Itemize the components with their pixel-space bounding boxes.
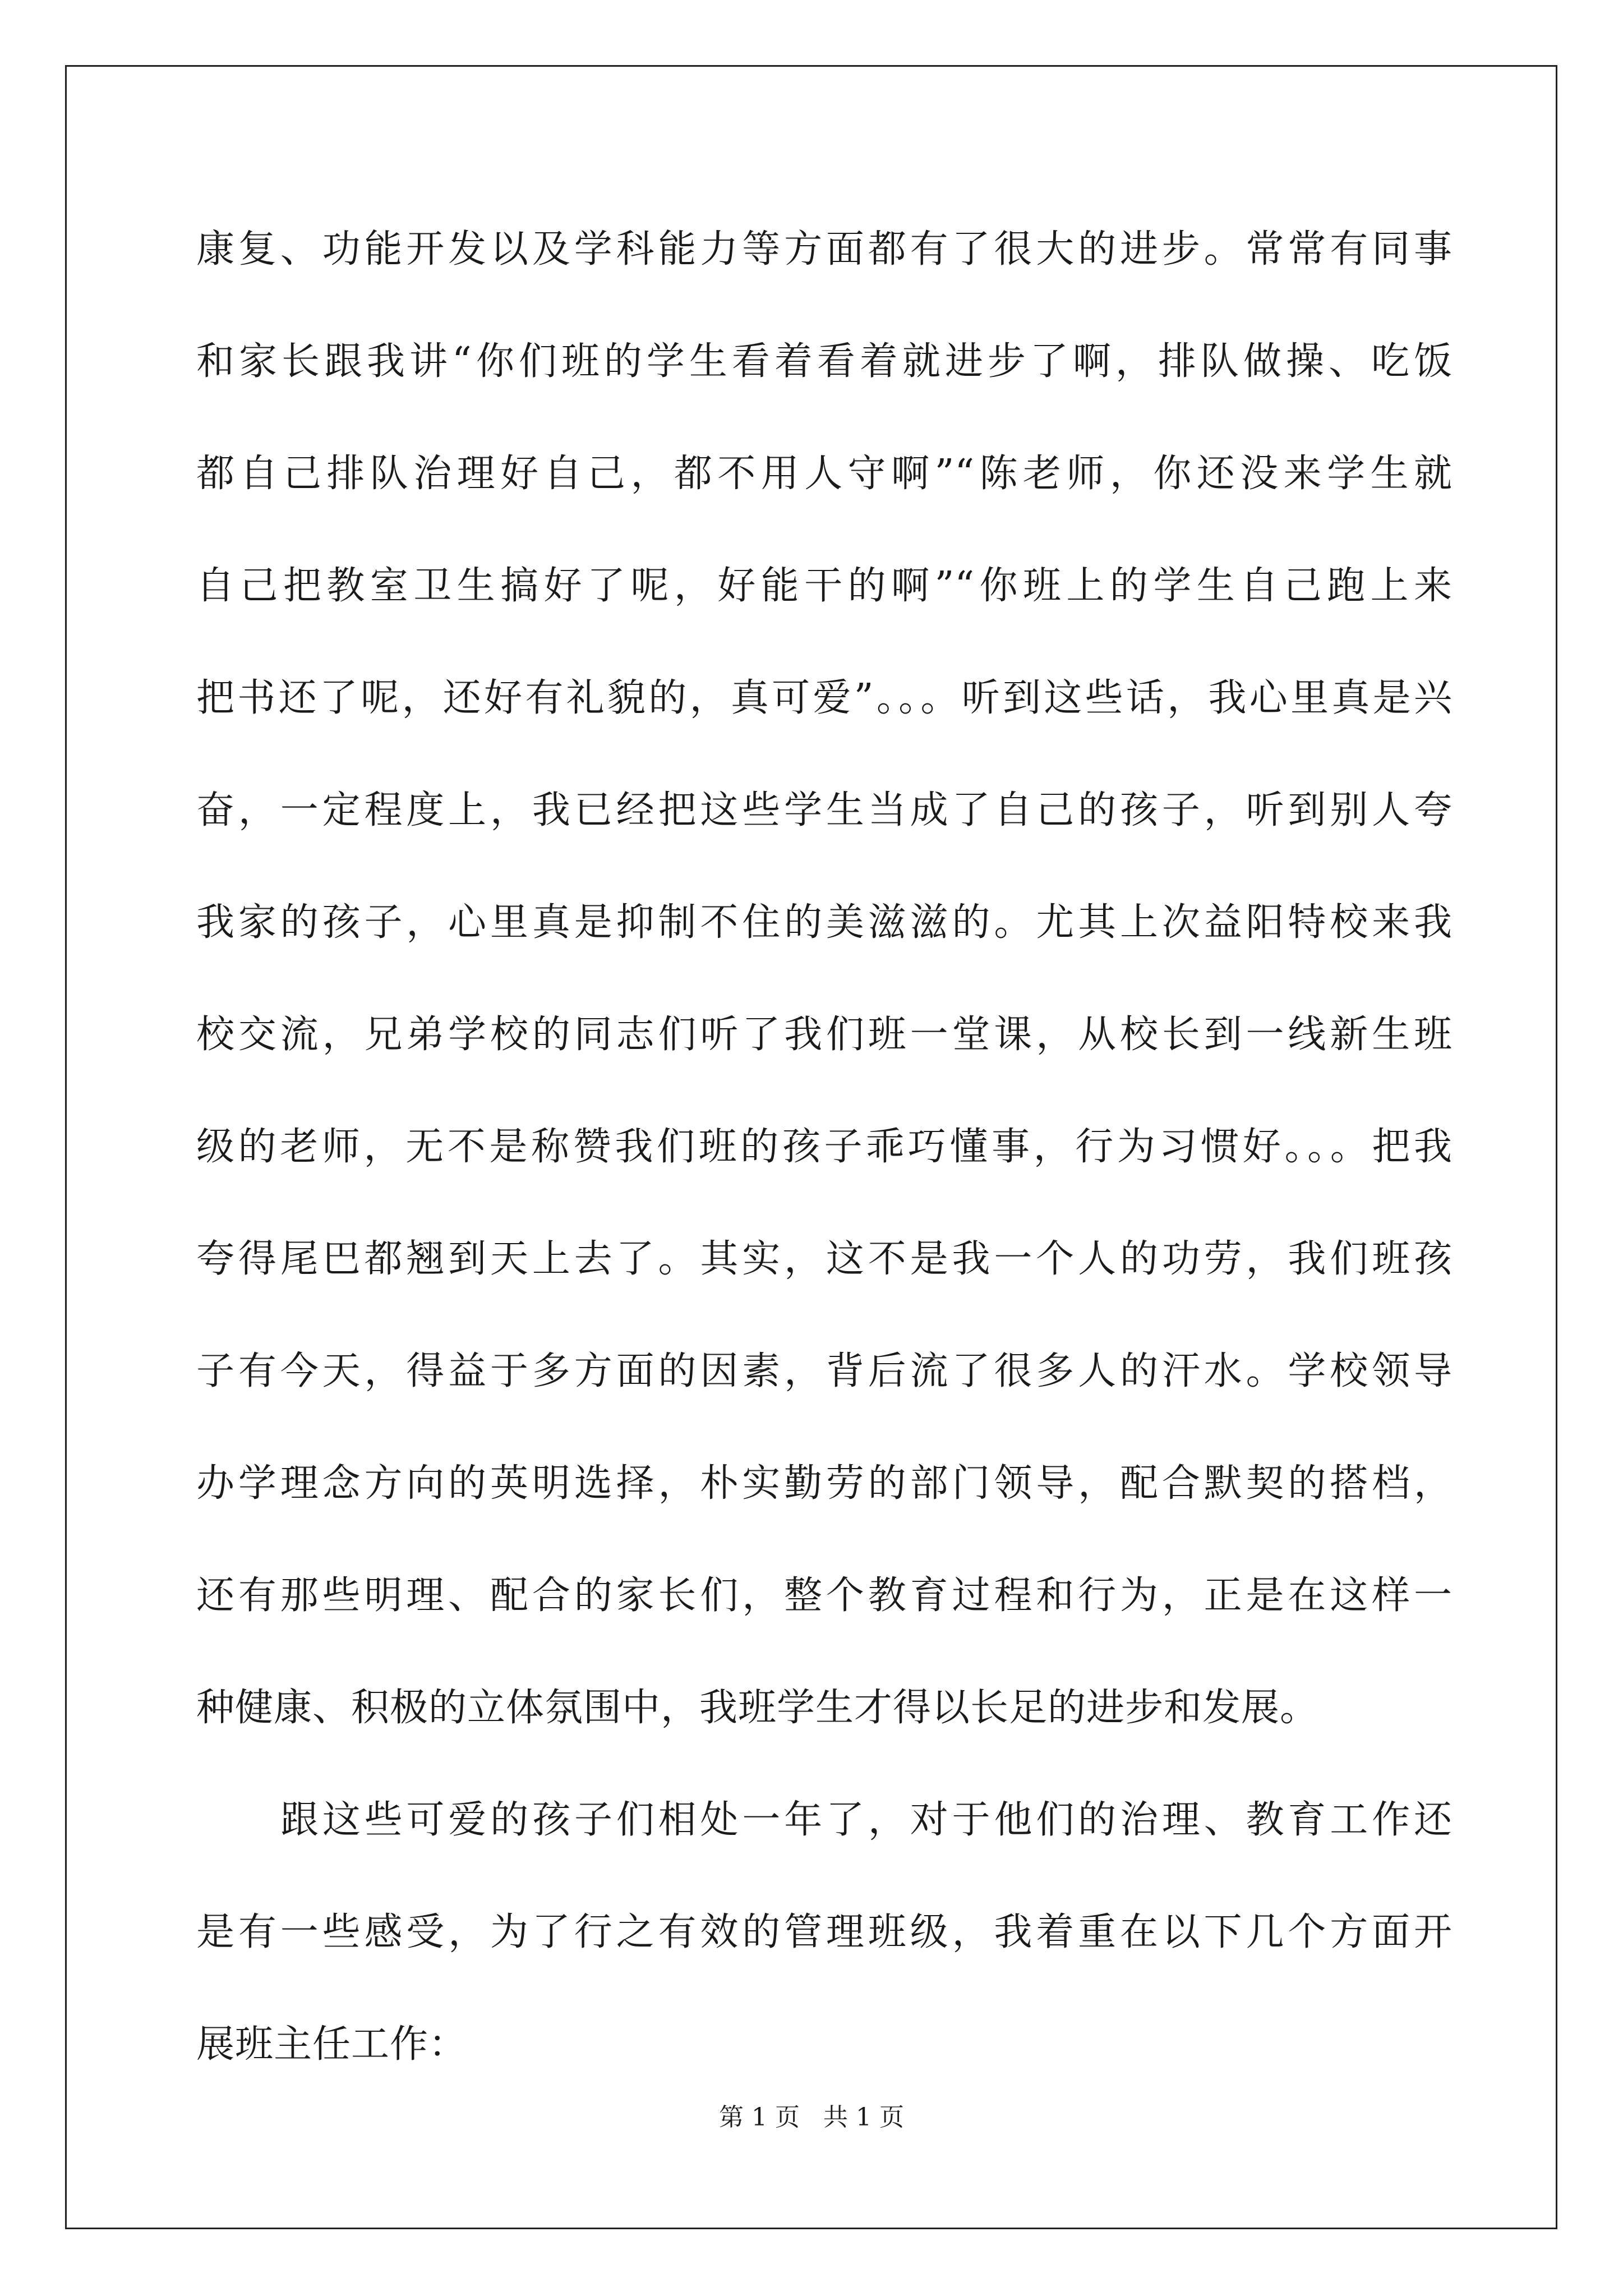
text-line: 奋，一定程度上，我已经把这些学生当成了自己的孩子，听到别人夸 — [196, 788, 1453, 832]
text-line: 和家长跟我讲“你们班的学生看着看着就进步了啊，排队做操、吃饭 — [196, 339, 1453, 384]
text-line: 康复、功能开发以及学科能力等方面都有了很大的进步。常常有同事 — [196, 227, 1453, 272]
text-line: 级的老师，无不是称赞我们班的孩子乖巧懂事，行为习惯好。。。把我 — [196, 1125, 1453, 1169]
document-body — [196, 194, 1453, 2101]
text-line: 种健康、积极的立体氛围中，我班学生才得以长足的进步和发展。 — [196, 1686, 1319, 1730]
paragraph-start-line: 跟这些可爱的孩子们相处一年了，对于他们的治理、教育工作还 — [280, 1798, 1453, 1842]
text-line: 子有今天，得益于多方面的因素，背后流了很多人的汗水。学校领导 — [196, 1349, 1453, 1393]
text-line: 是有一些感受，为了行之有效的管理班级，我着重在以下几个方面开 — [196, 1910, 1453, 1954]
text-line: 我家的孩子，心里真是抑制不住的美滋滋的。尤其上次益阳特校来我 — [196, 900, 1453, 945]
text-line: 把书还了呢，还好有礼貌的，真可爱”。。。听到这些话，我心里真是兴 — [196, 676, 1453, 720]
text-line: 都自己排队治理好自己，都不用人守啊”“陈老师，你还没来学生就 — [196, 452, 1453, 496]
text-line: 自己把教室卫生搞好了呢，好能干的啊”“你班上的学生自己跑上来 — [196, 564, 1453, 608]
page-number-footer: 第 1 页 共 1 页 — [719, 2103, 904, 2132]
text-line: 还有那些明理、配合的家长们，整个教育过程和行为，正是在这样一 — [196, 1573, 1453, 1618]
text-line: 夸得尾巴都翘到天上去了。其实，这不是我一个人的功劳，我们班孩 — [196, 1237, 1453, 1281]
text-line: 校交流，兄弟学校的同志们听了我们班一堂课，从校长到一线新生班 — [196, 1013, 1453, 1057]
text-line: 展班主任工作： — [196, 2022, 468, 2067]
text-line: 办学理念方向的英明选择，朴实勤劳的部门领导，配合默契的搭档， — [196, 1461, 1453, 1506]
